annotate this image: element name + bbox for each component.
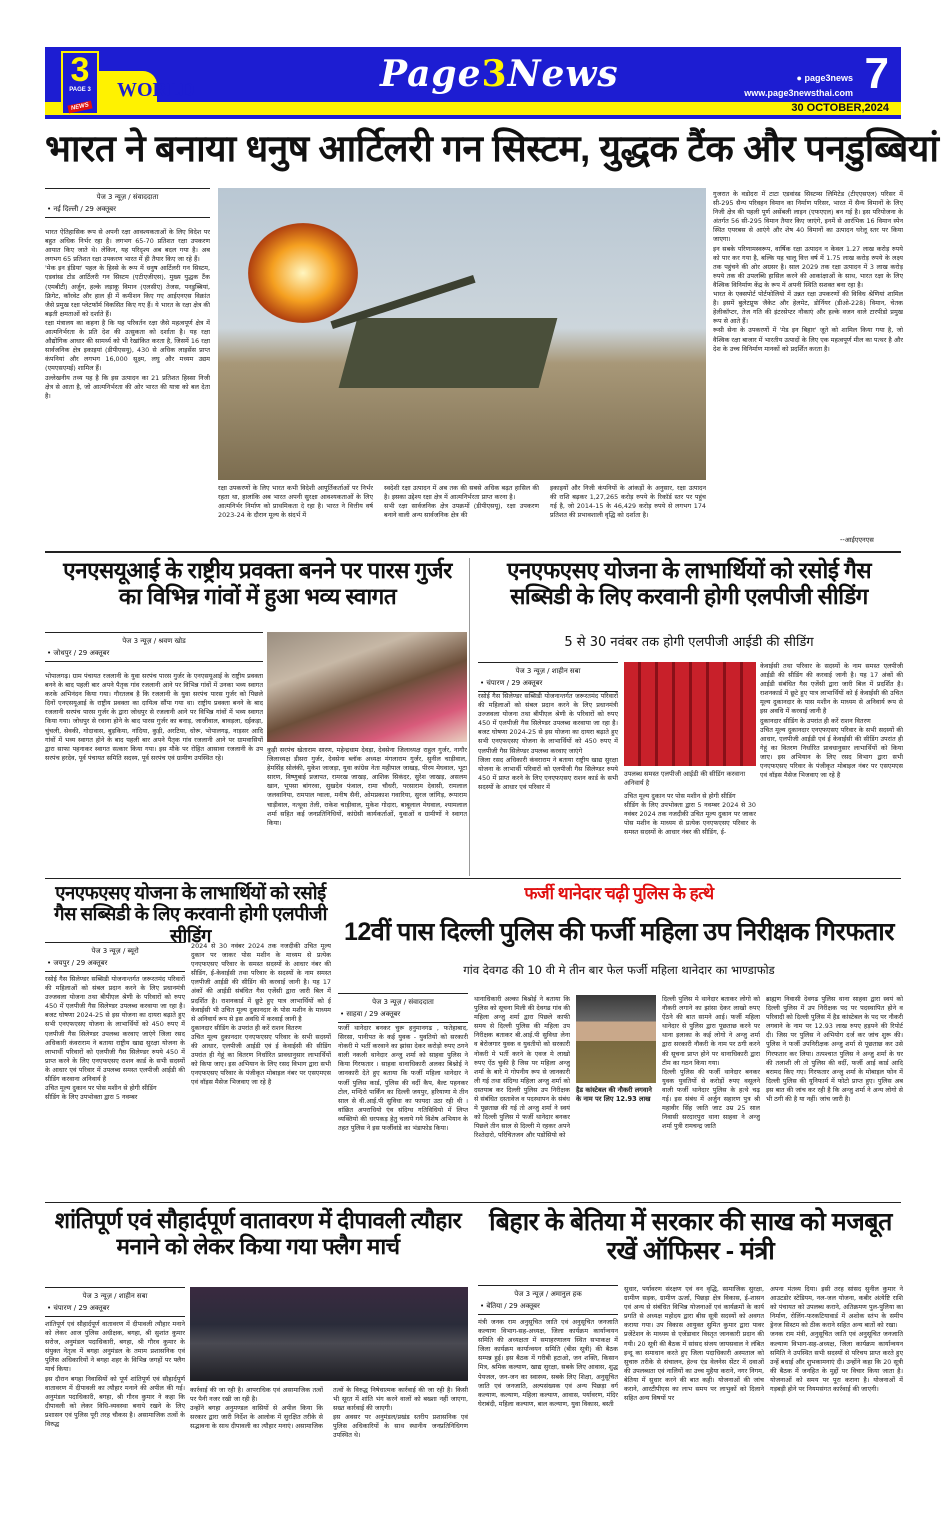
masthead (45, 47, 901, 119)
explosion-shape (248, 223, 358, 323)
divider (45, 1202, 901, 1203)
dateline: • चंपारण / 29 अक्तूबर (47, 1304, 110, 1312)
subheadline: गांव देवगढ की 10 वी मे तीन बार फेल फर्जी महिला थानेदार का भाण्डाफोड (463, 963, 775, 977)
article-column: सुधार, पर्यावरण संरक्षण एवं वन वृद्धि, सामाजिक सुरक्षा, ग्रामीण सड़क, ग्रामीण ऊर्जा, पिछड़ा क्षेत्र विकास, ई-शासन एवं अन्य से संबंधित विभिन्न योजनाओं एवं कार्यक्रमों के कार्य प्रगति से अध्यक्ष महोदय द्वारा बीस सूत्री सदस्यों को अवगत कराया गया। उप विकास आयुक्त सुमित कुमार द्वारा पावर प्रजेंटेशन के माध्यम से एजेंडावार विस्तृत जानकारी प्रदान की गयी। 20 सूत्री की बैठक में सांसद संजय जायसवाल ने लंबित इन्दू का समाधान करते हुए जिला पदाधिकारी अस्पताल को सुचारु तरीके से संचालन, हेल्थ एंड वेलनेस सेंटर में दवाओं की उपलब्धता एवं नालियों का उच्च मुहैया कराने, नगर निगम, बेतिया में सुधार करने की बात कही। योजनाओं की जांच कराने, आरटीपीएस का लाभ समय पर लाभुकों को दिलाने सहित अन्य विषयों पर (624, 1285, 764, 1403)
byline-author: पेज 3 न्यूज़ / श्रवण खोड (122, 637, 186, 645)
gas-cylinders-photo (624, 662, 756, 766)
website-url: www.page3newsthai.com (744, 88, 853, 98)
photo-caption: हैड कांस्टेबल की नौकरी लगवाने के नाम पर लिए 12.93 लाख (576, 1086, 652, 1103)
article-column: अपना मंतव्य दिया। इसी तरह सांसद सुनील कुमार ने आउटडोर स्टेडियम, नल-जल योजना, कबीर अंत्येष्टि राशि को पंचायत को उपलब्ध कराने, अतिक्रमण पुल-पुलिया का निर्माण, रोलिंग-फरकटियावार्ड में अशोक स्तंभ के समीप ड्रेनज सिस्टम को ठीक कराने सहित अन्य बातों को रखा। जनक राम मंत्री, अनुसूचित जाति एवं अनुसूचित जनजाति कल्याण विभाग-सह-अध्यक्ष, जिला कार्यक्रम कार्यान्वयन समिति ने उपस्थित सभी सदस्यों से परिचय प्राप्त करते हुए उन्हें बधाई और शुभकामनाएं दी। उन्होंने कहा कि 20 सूत्री की बैठक में जनहित के मुद्दों पर विचार किया जाता है। योजनाओं को समय पर पूरा कराना है। योजनाओं में गड़बड़ी होने पर नियमसंगत कार्रवाई की जाएगी। (770, 1285, 903, 1394)
masthead-number: 3 (481, 53, 508, 95)
section-label: WORLD (117, 79, 195, 101)
agency-credit: --आईएएनएस (840, 536, 874, 544)
article-column: तत्वों के विरुद्ध निषेधात्मक कार्रवाई की जा रही है। किसी भी सूरत में शांति भंग करने वालों को बख्शा नहीं जाएगा, सख्त कार्रवाई की जाएगी। इस अवसर पर अनुमंडल/प्रखंड स्तरीय प्रशासनिक एवं पुलिस अधिकारियों के साथ स्थानीय जनप्रतिनिधिगण उपस्थित थे। (333, 1386, 468, 1440)
photo-caption: उपलब्ध समस्त एलपीजी आईडी की सीडिंग करवाना अनिवार्य है (624, 770, 746, 787)
article-column: कुड़ी सरपंच खेताराम सारण, महेन्द्रधाम देवड़ा, देवसेना जिलाध्यक्ष राहुल गुर्जर, नागौर जिलाध्यक्ष डीसरा गुर्जर, देवसेना ब्लॉक अध्यक्ष मंगलाराम गुर्जर, सुनील चाड़ीवाल, हेमसिंह सोलंकी, मुकेश जाजड़ा, युवा कांग्रेस नेता महीपाल जाखड़, पीरम मेघवाल, भूटा सारण, विष्णुबाई प्रजापत, रामरख जाखड़, आशिक सिकंदर, सुरेश जाखड़, असलम खान, भूपसा बांगरवा, सुखदेव फंवाल, रामा चौधरी, परसाराम देवासी, रामलाल जलवानिया, रामपाल ग्वाला, मनीष सैनी, ओमप्रकाश गवारिया, सुरज जांगिड़, रूपाराम चाड़ीवाल, नत्थूवा तेली, राकेश चाड़ीवाल, मुकेश गोदारा, बाबूलाल मेघवाल, श्यामलाल शर्मा सहित कई जनप्रतिनिधियों, कांग्रेसी कार्यकर्ताओं, युवाओं व ग्रामीणों ने स्वागत किया। (267, 746, 467, 827)
byline (338, 993, 468, 1023)
byline (478, 662, 618, 692)
accused-portrait-photo (576, 995, 656, 1083)
byline-author: पेज 3 न्यूज़ / संवाददाता (372, 998, 434, 1006)
welcome-crowd-photo (267, 632, 467, 742)
byline-author: पेज 3 न्यूज़ / शाहीन सबा (82, 1292, 148, 1300)
headline: 12वीं पास दिल्ली पुलिस की फर्जी महिला उप निरीक्षक गिरफतार (344, 918, 894, 946)
dateline: • नई दिल्ली / 29 अक्तूबर (47, 205, 117, 213)
article-column: रसोई गैस सिलेण्डर सब्सिडी योजनान्तर्गत जरूरतमंद परिवारों की महिलाओं को संबल प्रदान करने के लिए प्रधानमंत्री उज्जवला योजना तथा बीपीएल श्रेणी के परिवारों को रुपए 450 में एलपीजी गैस सिलेण्डर उपलब्ध करवाया जा रहा है। बजट घोषणा 2024-25 से इस योजना का दायरा बढ़ाते हुए सभी एनएफएसए योजना के लाभार्थियों को 450 रुपए में एलपीजी गैस सिलेण्डर उपलब्ध करवाए जाएंगे जिला रसद अधिकारी कंवराराम ने बताया राष्ट्रीय खाद्य सुरक्षा योजना के लाभार्थी परिवारों को एलपीजी गैस सिलेण्डर रुपये 450 में प्राप्त करने के लिए एनएफएसए राशन कार्ड के सभी सदस्यों के आधार एवं परिवार में उपलब्ध समस्त एलपीजी आईडी की सीडिंग करवाना अनिवार्य है उचित मूल्य दुकान पर पोस मशीन से होगी सीडिंग सीडिंग के लिए उपभोक्ता द्वारा 5 नवम्बर (45, 975, 185, 1102)
lead-headline: भारत ने बनाया धनुष आर्टिलरी गन सिस्टम, युद्धक टैंक और पनडुब्बियां (45, 128, 939, 169)
masthead-word-page: Page (380, 53, 482, 95)
byline (45, 632, 263, 662)
article-column: शांतिपूर्ण एवं सौहार्दपूर्ण वातावरण में दीपावली त्यौहार मनाने को लेकर आज पुलिस अधीक्षक, बगहा, श्री सुशांत कुमार सरोज, अनुमंडल पदाधिकारी, बगहा, श्री गौरव कुमार के संयुक्त नेतृत्व में बगहा अनुमंडल के तमाम प्रशासनिक एवं पुलिस अधिकारियों ने बगहा शहर के विभिन्न जगहों पर फ्लैग मार्च किया। इस दौरान बगहा निवासियों को पूर्ण शांतिपूर्ण एवं सौहार्दपूर्ण वातावरण में दीपावली का त्यौहार मनाने की अपील की गई। अनुमंडल पदाधिकारी, बगहा, श्री गौरव कुमार ने कहा कि दीपावली को लेकर विधि-व्यवस्था बनाये रखने के लिए प्रशासन एवं पुलिस पूरी तरह चौकस है। असामाजिक तत्वों के विरुद्ध (45, 1320, 185, 1429)
flag-march-photo (190, 1287, 468, 1381)
article-column: फर्जी थानेदार बनकर चुरू हनुमानगढ , फतेहाबाद, सिरसा, पानीपत के कई युवक - युवतियो को सरकारी नोकरी मे भर्ती करवाने का झांसा देकर करोड़ो रुपए ठगने वाली नकली थानेदार अन्जु शर्मा को साहवा पुलिस ने किया गिरफतार । साहवा थानाधिकारी अलका बिश्नोई ने जानकारी देते हुए बताया कि फर्जी महिला थानेदार ने फर्जी पुलिस कार्ड, पुलिस की वर्दी कैप, बैल्ट पहनकर टोल, मन्दिरो पार्किंग का दिल्ली जयपुर, हरियाणा मे तीन साल से वी.आई.पी सुविधा का फायदा उठा रही थी । वांछित अपराधियो एंव संदिग्ध गतिविधियो में लिप्त व्यक्तियो की धरपकड़ हेतु चलाये गये विशेष अभियान के तहत पुलिस ने इस फर्जीवांडे का भंडाफोड किया। (338, 1024, 468, 1133)
headline: शांतिपूर्ण एवं सौहार्दपूर्ण वातावरण में दीपावली त्यौहार मनाने को लेकर किया गया फ्लैग मार्च (54, 1208, 462, 1259)
logo-number: 3 (70, 51, 90, 89)
byline (478, 1285, 618, 1315)
divider (45, 878, 901, 879)
gun-shape (339, 318, 558, 388)
article-column: भारत ऐतिहासिक रूप से अपनी रक्षा आवश्यकताओं के लिए विदेश पर बहुत अधिक निर्भर रहा है। लगभग 65-70 प्रतिशत रक्षा उपकरण आयात किए जाते थे। लेकिन, यह परिदृश्य अब बदल गया है। अब लगभग 65 प्रतिशत रक्षा उपकरण भारत में ही तैयार किए जा रहे हैं। 'मेक इन इंडिया' पहल के हिस्से के रूप में धनुष आर्टिलरी गन सिस्टम, एडवांस्ड टोड आर्टिलरी गन सिस्टम (एटीएजीएस), मुख्य युद्धक टैंक (एमबीटी) अर्जुन, हल्के लड़ाकू विमान (एलसीए) तेजस, पनडुब्बियां, फ्रिगेट, कॉरवेट और हाल ही में कमीशन किए गए आईएनएस विक्रांत जैसे प्रमुख रक्षा प्लेटफॉर्म विकसित किए गए हैं। ये भारत के रक्षा क्षेत्र की बढ़ती क्षमताओं को दर्शाते हैं। रक्षा मंत्रालय का कहना है कि यह परिवर्तन रक्षा जैसे महत्वपूर्ण क्षेत्र में आत्मनिर्भरता के प्रति देश की उत्सुकता को दर्शाता है। यह रक्षा औद्योगिक आधार की सामर्थ्य को भी रेखांकित करता है, जिसमें 16 रक्षा सार्वजनिक क्षेत्र इकाइयां (डीपीएसयू), 430 से अधिक लाइसेंस प्राप्त कंपनियां और लगभग 16,000 सूक्ष्म, लघु और मध्यम उद्यम (एमएसएमई) शामिल हैं। उल्लेखनीय तथ्य यह है कि इस उत्पादन का 21 प्रतिशत हिस्सा निजी क्षेत्र से आता है, जो आत्मनिर्भरता की ओर भारत की यात्रा को बल देता है। (45, 228, 210, 400)
article-column: कार्रवाई की जा रही है। आपराधिक एवं असामाजिक तत्वों पर पैनी नजर रखी जा रही है। उन्होंने बगहा अनुमण्डल वासियों से अपील किया कि सरकार द्वारा जारी निर्देश के आलोक में सुरक्षित तरीके से सद्भावना के साथ दीपावली का त्यौहार मनाएं। असामाजिक (190, 1386, 323, 1431)
article-column: रसोई गैस सिलेण्डर सब्सिडी योजनान्तर्गत जरूरतमंद परिवारों की महिलाओं को संबल प्रदान करने के लिए प्रधानमंत्री उज्जवला योजना तथा बीपीएल श्रेणी के परिवारों को रुपए 450 में एलपीजी गैस सिलेण्डर उपलब्ध करवाया जा रहा है। बजट घोषणा 2024-25 से इस योजना का दायरा बढ़ाते हुए सभी एनएफएसए योजना के लाभार्थियों को 450 रुपए में एलपीजी गैस सिलेण्डर उपलब्ध करवाए जाएंगे जिला रसद अधिकारी कंवराराम ने बताया राष्ट्रीय खाद्य सुरक्षा योजना के लाभार्थी परिवारों को एलपीजी गैस सिलेण्डर रुपये 450 में प्राप्त करने के लिए एनएफएसए राशन कार्ड के सभी सदस्यों के आधार एवं परिवार में (478, 692, 618, 791)
article-column: स्वदेशी रक्षा उत्पादन में अब तक की सबसे अधिक बढ़त हासिल की है। इसका उद्देश्य रक्षा क्षेत्र में आत्मनिर्भरता प्राप्त करना है। सभी रक्षा सार्वजनिक क्षेत्र उपक्रमों (डीपीएसयू), रक्षा उपकरण बनाने वाली अन्य सार्वजनिक क्षेत्र की (384, 484, 539, 520)
byline (45, 942, 185, 972)
divider (45, 551, 901, 553)
article-column: भोपालगढ़। ग्राम पंचायत रजलानी के युवा सरपंच पारस गुर्जर के एनएसयूआई के राष्ट्रीय प्रवक्ता बनने के बाद पहली बार अपने पैतृक गांव रजलानी आने पर विभिन्न गांवों में उनका भव्य स्वागत करके अभिनंदन किया गया। गौरतलब है कि रजलानी के युवा सरपंच पारस गुर्जर को पिछले दिनों एनएसयूआई के राष्ट्रीय प्रवक्ता का दायित्व सौंपा गया था। राष्ट्रीय प्रवक्ता बनने के बाद रजलानी सरपंच पारस गुर्जर के द्वारा जोधपुर से रजलानी आने पर विभिन्न गांवों में भव्य स्वागत किया गया। जोधपुर से रवाना होने के बाद पारस गुर्जर का बनाड़, जाजीवाल, बावड़ला, दईकड़ा, चुंचली, सेवकी, गोदावास, बुड़किया, नांदिया, कुड़ी, अरटिया, धोरू, भोपालगढ़, नाड़सर आदि गांवों में भव्य स्वागत होने के बाद पहली बार अपने पैतृक गांव रजलानी आने पर ग्रामवासियों द्वारा साफा पहनाकर स्वागत सत्कार किया गया। इस मौके पर रोहित आसावा रजलानी के उप सरपंच हरदेव, पूर्व पंचायत समिति सदस्य, पूर्व सरपंच एवं ग्रामीण उपस्थित रहे। (45, 672, 263, 762)
article-column: मंत्री जनक राम अनुसूचित जाति एवं अनुसूचित जनजाति कल्याण विभाग-सह-अध्यक्ष, जिला कार्यक्रम कार्यान्वयन समिति की अध्यक्षता में समाहरणालय स्थित सभाकक्ष में जिला कार्यक्रम कार्यान्वयन समिति (बीस सूत्री) की बैठक सम्पन्न हुई। इस बैठक में गरीबी हटाओ, जन शक्ति, किसान मित्र, श्रमिक कल्याण, खाद्य सुरक्षा, सबके लिए आवास, शुद्ध पेयजल, जन-जन का स्वास्थ्य, सबके लिए शिक्षा, अनुसूचित जाति एवं जनजाति, अल्पसंख्यक एवं अन्य पिछड़ा वर्ग कल्याण, कल्याण, महिला कल्याण, आवास, पर्यावरण, मंदिर घेराबंदी, महिला कल्याण, बाल कल्याण, युवा विकास, बस्ती (478, 1318, 618, 1408)
article-column: ब्राह्मण निवासी देवगढ पुलिस थाना साहवा द्वारा स्वयं को दिल्ली पुलिस में उप निरीक्षक पद पर पदस्थापित होने व परिवादी को दिल्ली पुलिस में हैड कांस्टेबल के पद पर नौकरी लगवाने के नाम पर 12.93 लाख रुपए हड़पने की रिपोर्ट दी। जिस पर पुलिस ने अभियोग दर्ज कर जांच शुरू की। पुलिस ने फर्जी उपनिरीक्षक अन्जु शर्मा से पूछताछ कर उसे गिरफतार कर लिया। तत्पश्चात पुलिस ने अन्जु शर्मा के घर की तलाशी ली तो पुलिस की वर्दी, फर्जी आई कार्ड आदि बरामद किए गए। गिरफतार अन्जु शर्मा के मोबाइल फोन में दिल्ली पुलिस की यूनिफार्म में फोटो प्राप्त हुए। पुलिस अब इस बात की जांच कर रही है कि अन्जु शर्मा ने अन्य लोगो से भी ठगी की है या नहीं। जांच जारी है। (766, 995, 903, 1104)
logo-badge: NEWS (67, 101, 92, 114)
social-handle: ● page3news (796, 73, 853, 83)
article-column: दिल्ली पुलिस मे थानेदार बताकर लोगो को नौकरी लगाने का झांसा देकर लाखो रुपए ऐंठने की बात सामने आई। फर्जी महिला थानेदार से पुलिस द्वारा पूछताछ करने पर थाना इलाका के कई लोगो ने अन्जु शर्मा द्वारा सरकारी नौकरी के नाम पर ठगी करने की सूचना प्राप्त होने पर थानाधिकारी द्वारा टीम का गठन किया गया। दिल्ली पुलिस की फर्जी थानेदार बनकर युवक युवतियों से करोड़ों रुपए वसूलने वाली फर्जी थानेदार पुलिस के हत्थे चढ़ गई। इस संबंध में अर्जुन सहारण पुत्र श्री महावीर सिंह जाति जाट उम्र 25 साल निवासी सरदारपुरा थाना साहवा ने अन्जु शर्मा पुत्री रामचन्द्र जाति (662, 995, 760, 1131)
dateline: • चंपारण / 29 अक्तूबर (480, 679, 543, 687)
social-info (744, 71, 853, 101)
masthead-title (380, 53, 619, 95)
article-column: इकाइयों और निजी कंपनियों के आंकड़ों के अनुसार, रक्षा उत्पादन की राशि बढ़कर 1,27,265 करोड़ रुपये के रिकॉर्ड स्तर पर पहुंच गई है, जो 2014-15 के 46,429 करोड़ रुपये से लगभग 174 प्रतिशत की प्रभावशाली वृद्धि को दर्शाता है। (550, 484, 706, 520)
dateline: • जयपुर / 29 अक्तूबर (47, 959, 108, 967)
masthead-word-news: News (507, 53, 619, 95)
dateline: • बेतिया / 29 अक्तूबर (480, 1302, 540, 1310)
masthead-yellow-band (45, 102, 901, 115)
byline-author: पेज 3 न्यूज़ / ब्यूरो (91, 947, 139, 955)
kicker-headline: फर्जी थानेदार चढ़ी पुलिस के हत्थे (524, 884, 714, 903)
article-column: गुजरात के वडोदरा में टाटा एडवांस्ड सिस्टम्स लिमिटेड (टीएएसएल) परिसर में सी-295 सैन्य परिवहन विमान का निर्माण परिसर, भारत में सैन्य विमानों के लिए निजी क्षेत्र की पहली पूर्ण असेंबली लाइन (एफएएल) बन गई है। इस परियोजना के अंतर्गत 56 सी-295 विमान तैयार किए जाएंगे, इनमें से आरंभिक 16 विमान स्पेन स्थित एयरबस से आएंगे और शेष 40 विमानों का उत्पादन घरेलू स्तर पर किया जाएगा। इन सबके परिणामस्वरूप, वार्षिक रक्षा उत्पादन न केवल 1.27 लाख करोड़ रुपये को पार कर गया है, बल्कि यह चालू वित्त वर्ष में 1.75 लाख करोड़ रुपये के लक्ष्य तक पहुंचने की ओर अग्रसर है। साल 2029 तक रक्षा उत्पादन में 3 लाख करोड़ रुपये तक की उपलब्धि हासिल करने की आकांक्षाओं के साथ, भारत रक्षा के लिए वैश्विक विनिर्माण केंद्र के रूप में अपनी स्थिति सशक्त बना रहा है। भारत के एक्सपोर्ट पोर्टफोलियो में उन्नत रक्षा उपकरणों की विविध श्रेणियां शामिल है। इसमें बुलेटप्रूफ जैकेट और हेलमेट, डोर्नियर (डीओ-228) विमान, चेतक हेलीकॉप्टर, तेज गति की इंटरसेप्टर नौकाएं और हल्के वजन वाले टारपीडो प्रमुख रूप से आते हैं। रूसी सेना के उपकरणों में 'मेड इन बिहार' जूते को शामिल किया गया है, जो वैश्विक रक्षा बाजार में भारतीय उत्पादों के लिए एक महत्वपूर्ण मील का पत्थर है और देश के उच्च विनिर्माण मानकों को प्रदर्शित करता है। (713, 190, 903, 353)
page-number: 7 (864, 49, 889, 98)
article-column: रक्षा उपकरणों के लिए भारत कभी विदेशी आपूर्तिकर्ताओं पर निर्भर रहता था, हालांकि अब भारत अपनी सुरक्षा आवश्यकताओं के लिए आत्मनिर्भर निर्माण को प्राथमिकता दे रहा है। भारत ने वित्तीय वर्ष 2023-24 के दौरान मूल्य के संदर्भ में (218, 484, 373, 520)
byline-author: पेज 3 न्यूज़ / अमानुल हक (514, 1290, 582, 1298)
artillery-photo (218, 188, 706, 480)
issue-date: 30 OCTOBER,2024 (791, 102, 889, 114)
article-column: 2024 से 30 नवंबर 2024 तक नजदीकी उचित मूल्य दुकान पर जाकर पोस मशीन के माध्यम से प्रत्येक एनएफएसए परिवार के समस्त सदस्यों के आधार नंबर की सीडिंग, ई-केवाईसी तथा परिवार के सदस्यों के नाम समस्त एलपीजी आईडी की सीडिंग की करवाई जानी है। यह 17 अंकों की आईडी संबंधित गैस एजेंसी द्वारा जारी बिल में प्रदर्शित है। राशनकार्ड में छूटे हुए पात्र लाभार्थियों को ई केवाईसी भी उचित मूल्य दुकानदार के पोस मशीन के माध्यम से अनिवार्य रूप से इस अवधि में करवाई जानी है दुकानदार सीडिंग के उपरांत ही करें राशन वितरण उचित मूल्य दुकानदार एनएफएसए परिवार के सभी सदस्यों की आधार, एलपीजी आईडी एवं ई केवाईसी की सीडिंग उपरांत ही गेहूं का वितरण निर्धारित प्रावधानुसार लाभार्थियों को किया जाए। इस अभियान के लिए रसद विभाग द्वारा सभी एनएफएसए परिवार के पंजीकृत मोबाइल नंबर पर एसएमएस एवं वॉइस मैसेज भिजवाए जा रहे है (191, 942, 331, 1087)
byline (45, 188, 210, 218)
page3-logo (61, 51, 99, 115)
article-column: उचित मूल्य दुकान पर पोस मशीन से होगी सीडिंग सीडिंग के लिए उपभोक्ता द्वारा 5 नवम्बर 2024 से 30 नवंबर 2024 तक नजदीकी उचित मूल्य दुकान पर जाकर पोस मशीन के माध्यम से प्रत्येक एनएफएसए परिवार के समस्त सदस्यों के आधार नंबर की सीडिंग, ई- (624, 792, 756, 837)
headline: बिहार के बेतिया में सरकार की साख को मजबूत रखें ऑफिसर - मंत्री (489, 1208, 892, 1265)
headline: एनएफएसए योजना के लाभार्थियों को रसोई गैस सब्सिडी के लिए करवानी होगी एलपीजी सीडिंग (506, 558, 872, 609)
subheadline: 5 से 30 नवंबर तक होगी एलपीजी आईडी की सीडिंग (564, 635, 814, 650)
byline (45, 1287, 185, 1317)
column-divider (469, 558, 470, 876)
dateline: • साहवा / 29 अक्तूबर (340, 1010, 401, 1018)
article-column: केवाईसी तथा परिवार के सदस्यों के नाम समस्त एलपीजी आईडी की सीडिंग की करवाई जानी है। यह 17 अंकों की आईडी संबंधित गैस एजेंसी द्वारा जारी बिल में प्रदर्शित है। राशनकार्ड में छूटे हुए पात्र लाभार्थियों को ई केवाईसी की उचित मूल्य दुकानदार के पास मशीन के माध्यम से अनिवार्य रूप से इस अवधि में करवाई जानी है दुकानदार सीडिंग के उपरांत ही करें राशन वितरण उचित मूल्य दुकानदार एनएफएसए परिवार के सभी सदस्यों की आधार, एलपीजी आईडी एवं ई केवाईसी की सीडिंग उपरांत ही गेहूं का वितरण निर्धारित प्रावधानुसार लाभार्थियों को किया जाए। इस अभियान के लिए रसद विभाग द्वारा सभी एनएफएसए परिवार के पंजीकृत मोबाइल नंबर पर एसएमएस एवं वॉइस मैसेज भिजवाए जा रहे है (760, 662, 903, 780)
logo-text: PAGE 3 (69, 87, 91, 93)
dateline: • जोधपुर / 29 अक्तूबर (47, 649, 110, 657)
headline: एनएफएसए योजना के लाभार्थियों को रसोई गैस सब्सिडी के लिए करवानी होगी एलपीजी सीडिंग (54, 882, 327, 946)
byline-author: पेज 3 न्यूज़ / संवाददाता (96, 193, 159, 201)
article-column: थानाधिकारी अल्का बिश्नोई ने बताया कि पुलिस को सूचना मिली की देवगढ गांव की महिला अन्जु शर्मा द्वारा पिछले काफी समय से दिल्ली पुलिस की महिला उप निरीक्षक बताकर बी.आई.पी सुविधा लेना व बेरोजगार युवक व युवतीयो को सरकारी नोकरी मे भर्ती करने के एवज मे लाखो रुपए ऐंठ चुकी है जिस पर महिला अन्जु शर्मा के बारे मे गोपनीय रूप से जानकारी ली गई तथा संदिग्ध महिला अन्जु शर्मा को दस्तयाब कर दिल्ली पुलिस उप निरीक्षक से संबंधित दस्तावेज व पदस्थापन के संबंध मे पूछताछ की गई तो अन्जु शर्मा ने स्वयं को दिल्ली पुलिस मे फर्जी थानेदार बनकर पिछले तीन साल से दिल्ली मे रहकर अपने रिश्तेदारो, परिचितजन और पडोसियो को (474, 995, 570, 1140)
byline-author: पेज 3 न्यूज़ / शाहीन सबा (515, 667, 581, 675)
headline: एनएसयूआई के राष्ट्रीय प्रवक्ता बनने पर पारस गुर्जर का विभिन्न गांवों में हुआ भव्य स्वागत (63, 558, 452, 609)
